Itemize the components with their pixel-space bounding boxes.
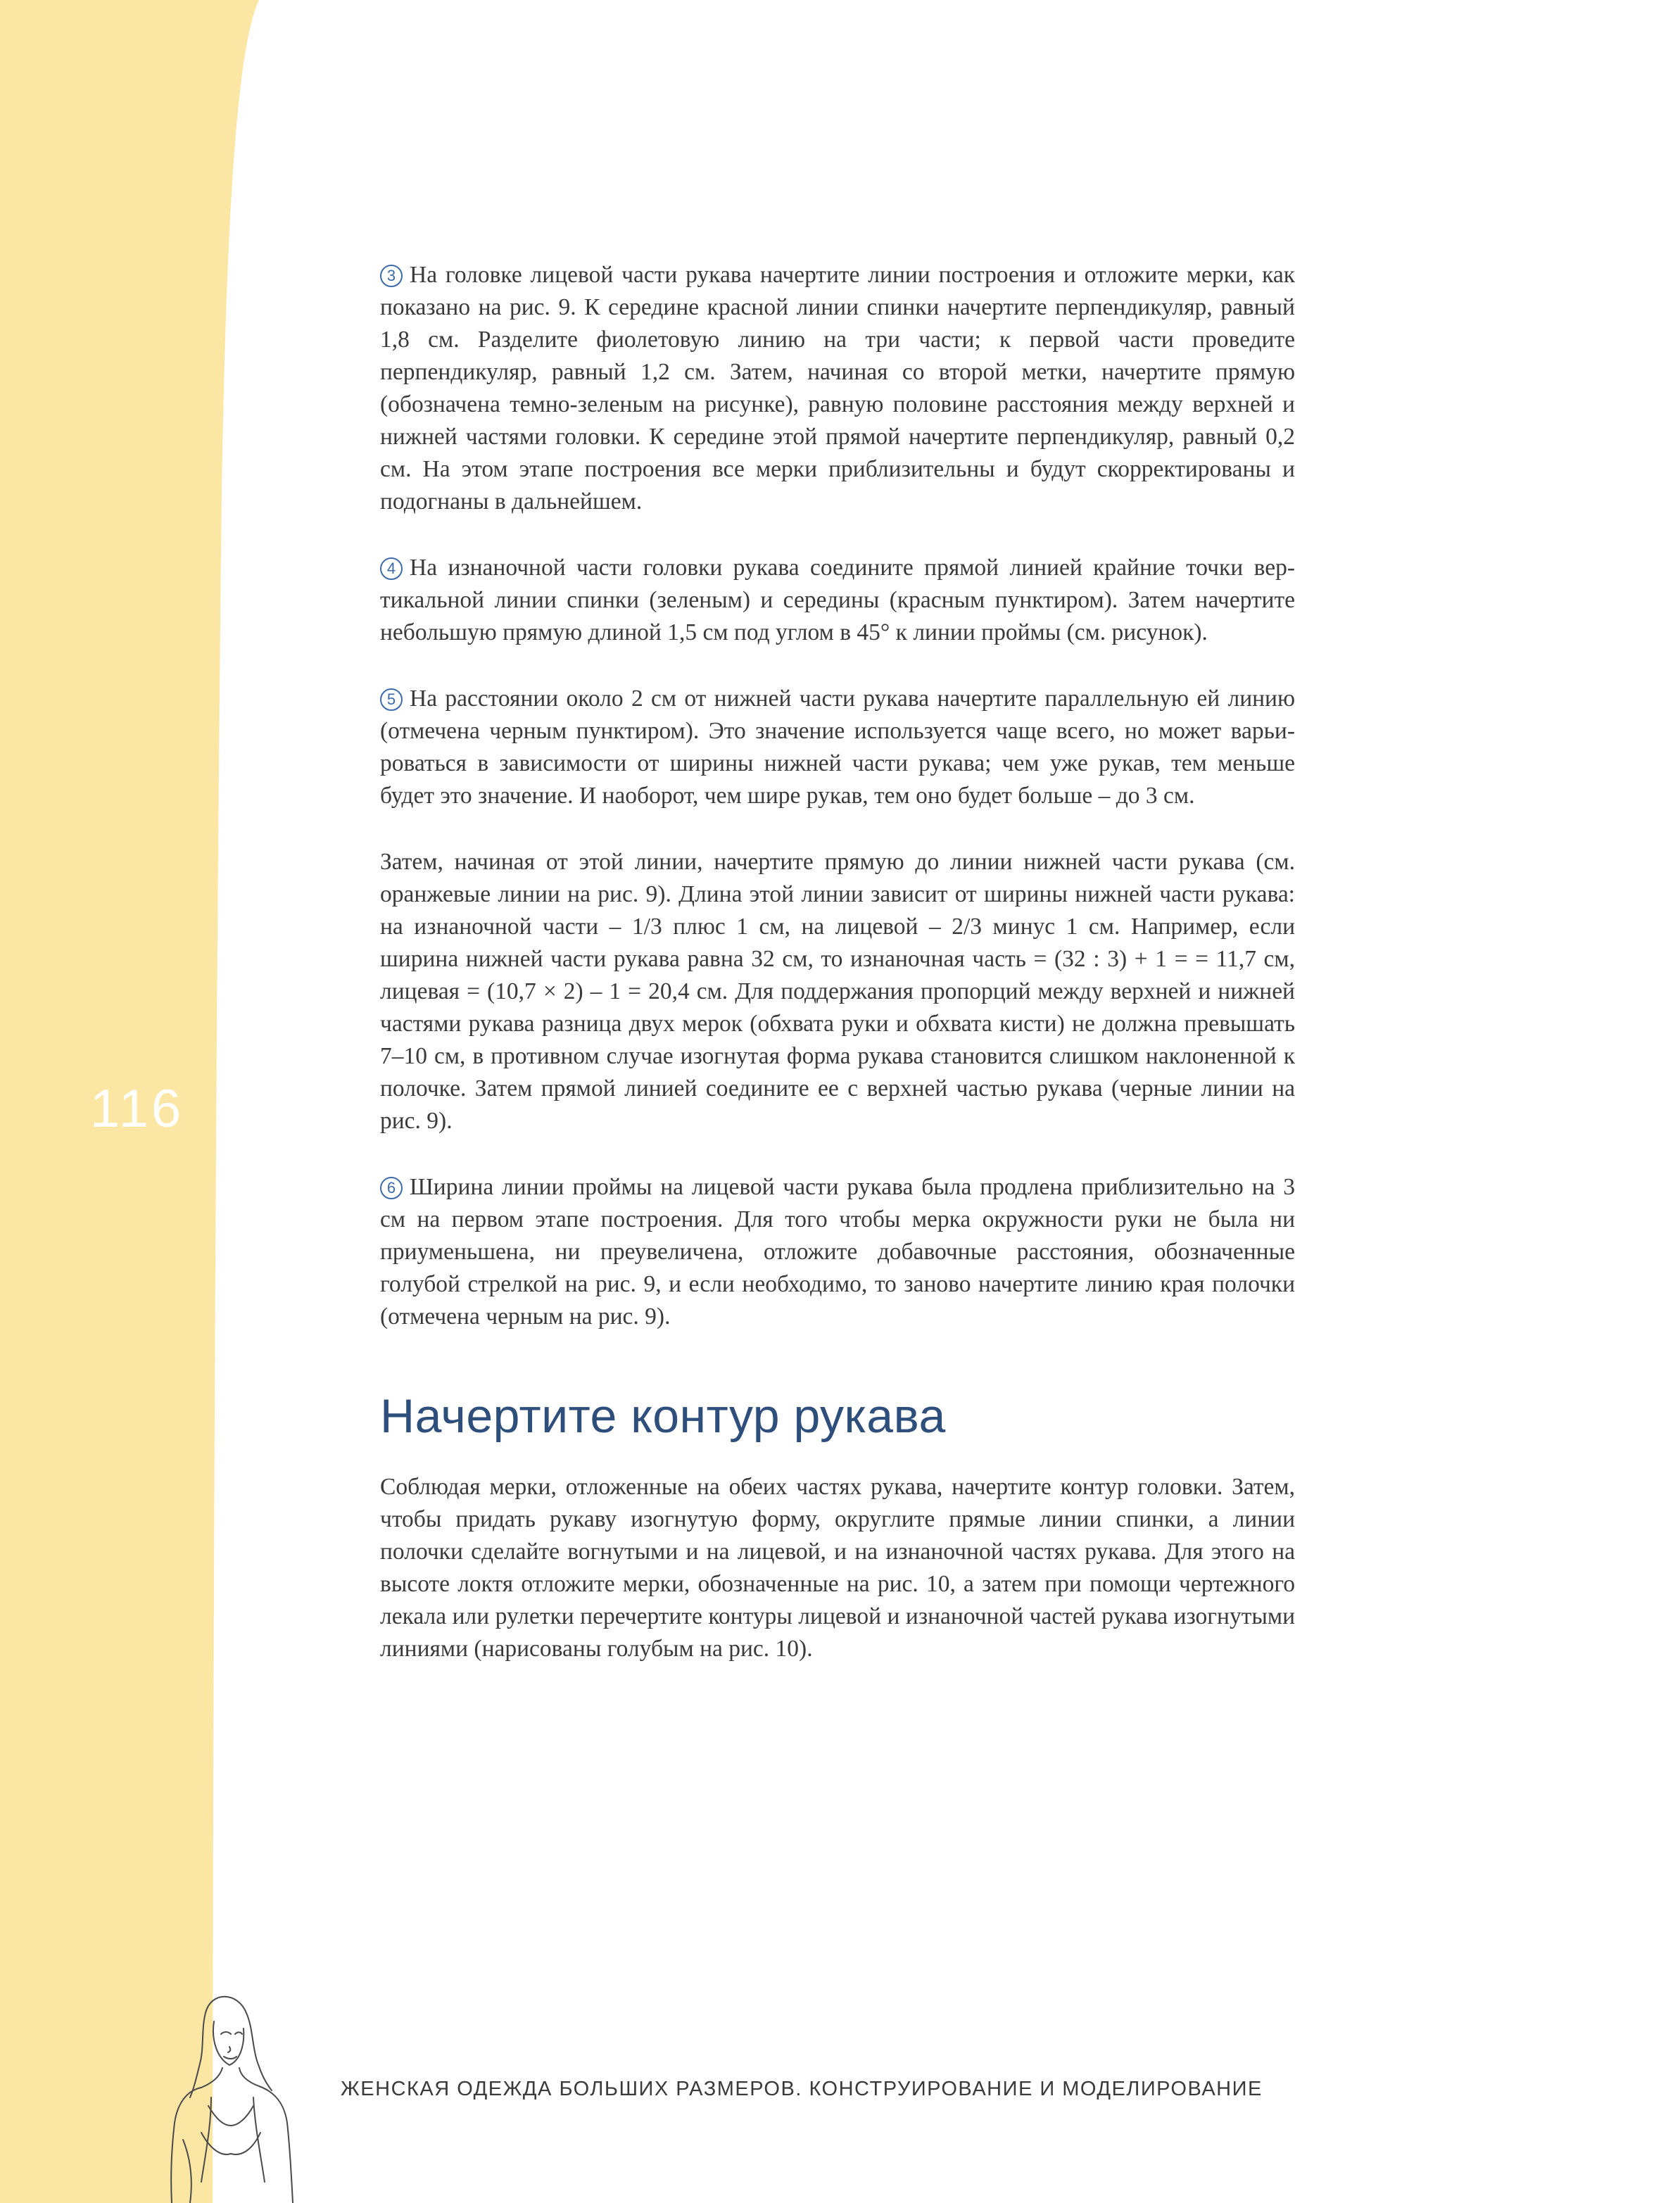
step-3-text: На головке лицевой части рукава начертите линии построения и отложите мерки, как показано на рис. 9. К середине красной линии спинки начертите перпендикуляр, равный 1,8 см. Разделите фиолетовую линию на три части; к первой части проведите перпендикуляр, равный 1,2 см. Затем, начиная со второй метки, начертите прямую (обозначена темно-зеленым на рисунке), равную половине расстояния между верхней и нижней частями головки. К середине этой прямой начертите перпендикуляр, равный 0,2 см. На этом этапе построения все мерки приблизительны и будут скорректированы и подогнаны в дальнейшем. (380, 262, 1295, 515)
main-content (380, 259, 1295, 1699)
step-4-paragraph (380, 552, 1295, 649)
step-number-badge: 4 (380, 557, 403, 580)
step-number-badge: 3 (380, 265, 403, 287)
step-5-continuation-paragraph: Затем, начиная от этой линии, начертите прямую до линии нижней части рукава (см. оранжевые линии на рис. 9). Длина этой линии зависит от ширины нижней части рукава: на изнаночной части – 1/3 плюс 1 см, на лицевой – 2/3 минус 1 см. Например, если ширина нижней части рукава равна 32 см, то изнаночная часть = (32 : 3) + 1 = = 11,7 см, лицевая = (10,7 × 2) – 1 = 20,4 см. Для поддержания пропорций между верхней и нижней частями рукава разница двух мерок (обхвата руки и обхвата кисти) не должна превышать 7–10 см, в противном случае изогнутая форма рукава становится слишком наклоненной к полочке. Затем прямой линией соедините ее с верхней частью рукава (черные линии на рис. 9). (380, 849, 1295, 1134)
step-6-text: Ширина линии проймы на лицевой части рукава была продлена приблизительно на 3 см на первом этапе построения. Для того чтобы мерка окружности руки не была ни приуменьшена, ни преувеличена, отложите добавочные расстояния, обозначенные голубой стрелкой на рис. 9, и если необходимо, то заново начертите линию края полочки (отмечена черным на рис. 9). (380, 1174, 1295, 1330)
book-title-footer: ЖЕНСКАЯ ОДЕЖДА БОЛЬШИХ РАЗМЕРОВ. КОНСТРУИРОВАНИЕ И МОДЕЛИРОВАНИЕ (341, 2078, 1263, 2100)
step-5-paragraph (380, 683, 1295, 812)
step-4-text: На изнаночной части головки рукава соедините прямой линией крайние точки вертикальной линии спинки (зеленым) и середины (красным пунктиром). Затем начертите небольшую прямую длиной 1,5 см под углом в 45° к линии проймы (см. рисунок). (380, 555, 1295, 645)
step-number-badge: 5 (380, 688, 403, 711)
section-paragraph: Соблюдая мерки, отложенные на обеих частях рукава, начертите контур головки. Затем, чтобы придать рукаву изогнутую форму, округлите прямые линии спинки, а линии полочки сделайте вогнутыми и на лицевой, и на изнаночной частях рукава. Для этого на высоте локтя отложите мерки, обозначенные на рис. 10, а затем при помощи чертежного лекала или рулетки перечертите контуры лицевой и изнаночной частей рукава изогнутыми линиями (нарисованы голубым на рис. 10). (380, 1474, 1295, 1662)
step-5-text: На расстоянии около 2 см от нижней части рукава начертите параллельную ей линию (отмечена черным пунктиром). Это значение используется чаще всего, но может варьироваться в зависимости от ширины нижней части рукава; чем уже рукав, тем меньше будет это значение. И наоборот, чем шире рукав, тем оно будет больше – до 3 см. (380, 686, 1295, 809)
step-number-badge: 6 (380, 1177, 403, 1199)
section-heading: Начертите контур рукава (380, 1389, 946, 1443)
step-3-paragraph (380, 259, 1295, 518)
woman-figure-sketch-icon (141, 1985, 324, 2203)
step-6-paragraph (380, 1171, 1295, 1333)
page-number: 116 (90, 1079, 184, 1139)
